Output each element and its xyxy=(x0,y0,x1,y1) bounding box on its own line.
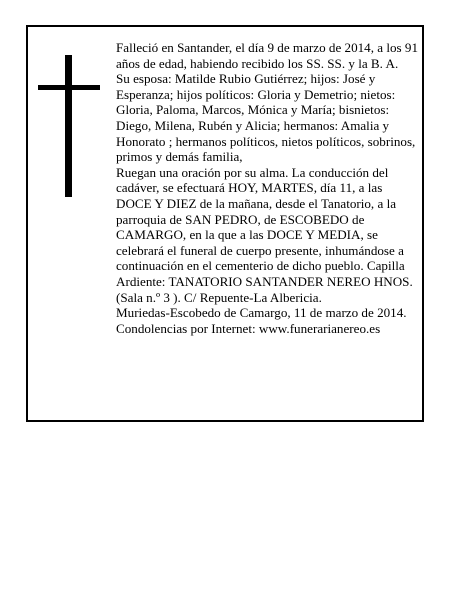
obituary-notice xyxy=(26,25,424,422)
family-list: Su esposa: Matilde Rubio Gutiérrez; hijos: José y Esperanza; hijos políticos: Gloria y Demetrio; nietos: Gloria, Paloma, Marcos, Mónica y María; bisnietos: Diego, Milena, Rubén y Alicia; hermanos: Amalia y Honorato ; hermanos políticos, nietos políticos, sobrinos, primos y demás familia, xyxy=(116,71,416,165)
cross-icon xyxy=(38,55,100,197)
cross-horizontal-bar xyxy=(38,85,100,90)
online-condolences: Condolencias por Internet: www.funerarianereo.es xyxy=(116,320,381,336)
cross-vertical-bar xyxy=(65,55,72,197)
funeral-details: Ruegan una oración por su alma. La conducción del cadáver, se efectuará HOY, MARTES, día 11, a las DOCE Y DIEZ de la mañana, desde el Tanatorio, a la parroquia de SAN PEDRO, de ESCOBEDO de CAMARGO, en la que a las DOCE Y MEDIA, se celebrará el funeral de cuerpo presente, inhumándose a continuación en el cementerio de dicho pueblo. Capilla Ardiente: TANATORIO SANTANDER NEREO HNOS. (Sala n.º 3 ). C/ Repuente-La Albericia. xyxy=(116,164,413,305)
notice-body xyxy=(116,40,420,336)
death-announcement: Falleció en Santander, el día 9 de marzo de 2014, a los 91 años de edad, habiendo recibido los SS. SS. y la B. A. xyxy=(116,40,418,71)
place-and-date: Muriedas-Escobedo de Camargo, 11 de marzo de 2014. xyxy=(116,305,407,321)
